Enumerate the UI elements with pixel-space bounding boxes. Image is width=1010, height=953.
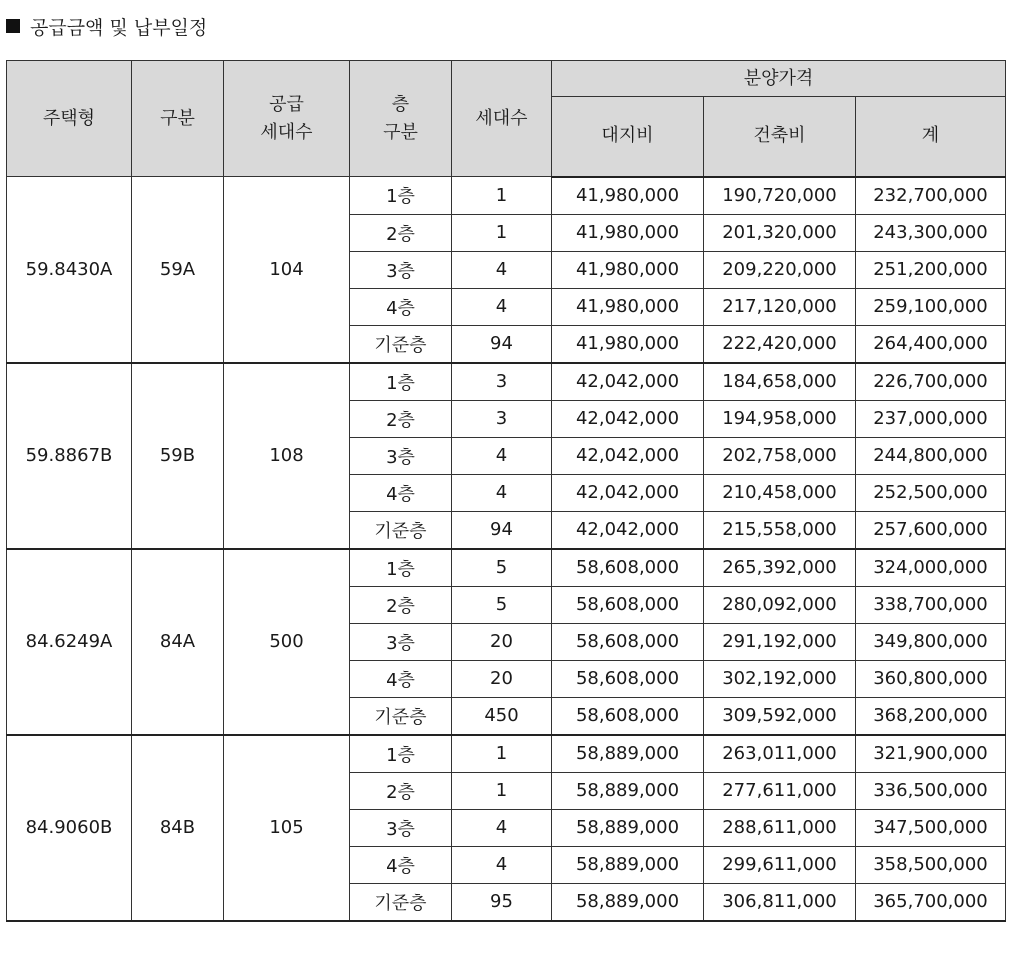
cell-total: 368,200,000 — [856, 697, 1006, 735]
cell-households: 20 — [452, 623, 552, 660]
cell-supply-units: 108 — [224, 363, 350, 549]
cell-land-cost: 41,980,000 — [552, 214, 704, 251]
header-total: 계 — [856, 97, 1006, 177]
cell-total: 336,500,000 — [856, 772, 1006, 809]
cell-building-cost: 265,392,000 — [704, 549, 856, 587]
cell-category: 84A — [132, 549, 224, 735]
table-row — [7, 735, 1006, 773]
cell-floor: 기준층 — [350, 511, 452, 549]
cell-floor: 3층 — [350, 437, 452, 474]
cell-category: 59B — [132, 363, 224, 549]
cell-floor: 기준층 — [350, 325, 452, 363]
cell-households: 1 — [452, 735, 552, 773]
cell-building-cost: 210,458,000 — [704, 474, 856, 511]
cell-land-cost: 58,608,000 — [552, 586, 704, 623]
cell-households: 4 — [452, 251, 552, 288]
cell-floor: 3층 — [350, 251, 452, 288]
cell-building-cost: 309,592,000 — [704, 697, 856, 735]
cell-total: 324,000,000 — [856, 549, 1006, 587]
cell-floor: 1층 — [350, 735, 452, 773]
cell-building-cost: 263,011,000 — [704, 735, 856, 773]
header-supply-units — [224, 61, 350, 177]
cell-building-cost: 299,611,000 — [704, 846, 856, 883]
cell-total: 237,000,000 — [856, 400, 1006, 437]
cell-total: 251,200,000 — [856, 251, 1006, 288]
cell-land-cost: 42,042,000 — [552, 437, 704, 474]
header-building-cost: 건축비 — [704, 97, 856, 177]
cell-total: 347,500,000 — [856, 809, 1006, 846]
cell-households: 94 — [452, 511, 552, 549]
cell-households: 20 — [452, 660, 552, 697]
cell-building-cost: 291,192,000 — [704, 623, 856, 660]
cell-land-cost: 41,980,000 — [552, 325, 704, 363]
table-row — [7, 549, 1006, 587]
cell-building-cost: 184,658,000 — [704, 363, 856, 401]
cell-building-cost: 202,758,000 — [704, 437, 856, 474]
cell-land-cost: 58,889,000 — [552, 846, 704, 883]
cell-building-cost: 190,720,000 — [704, 177, 856, 215]
cell-floor: 4층 — [350, 288, 452, 325]
cell-floor: 1층 — [350, 363, 452, 401]
section-title-text: 공급금액 및 납부일정 — [30, 16, 208, 39]
cell-land-cost: 41,980,000 — [552, 177, 704, 215]
section-title — [6, 12, 207, 40]
table-row — [7, 363, 1006, 401]
cell-households: 94 — [452, 325, 552, 363]
cell-category: 59A — [132, 177, 224, 363]
cell-building-cost: 217,120,000 — [704, 288, 856, 325]
cell-housing-type: 59.8430A — [7, 177, 132, 363]
header-category: 구분 — [132, 61, 224, 177]
cell-total: 349,800,000 — [856, 623, 1006, 660]
cell-total: 226,700,000 — [856, 363, 1006, 401]
cell-total: 360,800,000 — [856, 660, 1006, 697]
header-land-cost: 대지비 — [552, 97, 704, 177]
cell-land-cost: 42,042,000 — [552, 363, 704, 401]
cell-households: 5 — [452, 549, 552, 587]
cell-housing-type: 84.6249A — [7, 549, 132, 735]
cell-building-cost: 215,558,000 — [704, 511, 856, 549]
cell-land-cost: 41,980,000 — [552, 251, 704, 288]
cell-households: 5 — [452, 586, 552, 623]
cell-land-cost: 58,889,000 — [552, 883, 704, 921]
cell-land-cost: 58,608,000 — [552, 697, 704, 735]
cell-floor: 3층 — [350, 809, 452, 846]
cell-housing-type: 84.9060B — [7, 735, 132, 921]
cell-total: 244,800,000 — [856, 437, 1006, 474]
cell-supply-units: 104 — [224, 177, 350, 363]
header-floor — [350, 61, 452, 177]
table-row — [7, 177, 1006, 215]
cell-households: 3 — [452, 363, 552, 401]
cell-floor: 기준층 — [350, 883, 452, 921]
cell-building-cost: 194,958,000 — [704, 400, 856, 437]
header-housing-type: 주택형 — [7, 61, 132, 177]
cell-floor: 2층 — [350, 586, 452, 623]
cell-building-cost: 280,092,000 — [704, 586, 856, 623]
supply-price-table — [6, 60, 1006, 922]
cell-total: 321,900,000 — [856, 735, 1006, 773]
cell-total: 264,400,000 — [856, 325, 1006, 363]
cell-land-cost: 42,042,000 — [552, 511, 704, 549]
cell-housing-type: 59.8867B — [7, 363, 132, 549]
cell-total: 243,300,000 — [856, 214, 1006, 251]
header-supply-units-line2: 세대수 — [260, 121, 313, 143]
header-floor-line1: 층 — [391, 93, 410, 115]
cell-total: 338,700,000 — [856, 586, 1006, 623]
cell-floor: 4층 — [350, 660, 452, 697]
cell-floor: 1층 — [350, 177, 452, 215]
cell-households: 4 — [452, 288, 552, 325]
cell-building-cost: 306,811,000 — [704, 883, 856, 921]
cell-households: 4 — [452, 809, 552, 846]
cell-floor: 1층 — [350, 549, 452, 587]
cell-floor: 기준층 — [350, 697, 452, 735]
cell-households: 95 — [452, 883, 552, 921]
cell-land-cost: 58,889,000 — [552, 772, 704, 809]
cell-total: 252,500,000 — [856, 474, 1006, 511]
cell-land-cost: 58,608,000 — [552, 549, 704, 587]
cell-supply-units: 105 — [224, 735, 350, 921]
cell-building-cost: 222,420,000 — [704, 325, 856, 363]
cell-building-cost: 209,220,000 — [704, 251, 856, 288]
cell-total: 259,100,000 — [856, 288, 1006, 325]
cell-total: 232,700,000 — [856, 177, 1006, 215]
cell-building-cost: 288,611,000 — [704, 809, 856, 846]
cell-total: 365,700,000 — [856, 883, 1006, 921]
cell-households: 1 — [452, 177, 552, 215]
cell-building-cost: 302,192,000 — [704, 660, 856, 697]
cell-total: 358,500,000 — [856, 846, 1006, 883]
cell-category: 84B — [132, 735, 224, 921]
header-floor-line2: 구분 — [383, 121, 418, 143]
square-bullet-icon — [6, 19, 20, 33]
cell-floor: 2층 — [350, 214, 452, 251]
cell-land-cost: 41,980,000 — [552, 288, 704, 325]
cell-floor: 2층 — [350, 400, 452, 437]
cell-floor: 3층 — [350, 623, 452, 660]
cell-floor: 4층 — [350, 846, 452, 883]
cell-land-cost: 58,608,000 — [552, 660, 704, 697]
cell-land-cost: 42,042,000 — [552, 474, 704, 511]
cell-households: 4 — [452, 474, 552, 511]
cell-households: 4 — [452, 437, 552, 474]
cell-households: 450 — [452, 697, 552, 735]
cell-building-cost: 201,320,000 — [704, 214, 856, 251]
cell-floor: 4층 — [350, 474, 452, 511]
cell-households: 4 — [452, 846, 552, 883]
cell-land-cost: 58,608,000 — [552, 623, 704, 660]
header-supply-units-line1: 공급 — [269, 93, 304, 115]
cell-land-cost: 58,889,000 — [552, 735, 704, 773]
header-price-group: 분양가격 — [552, 61, 1006, 97]
cell-building-cost: 277,611,000 — [704, 772, 856, 809]
cell-floor: 2층 — [350, 772, 452, 809]
cell-land-cost: 42,042,000 — [552, 400, 704, 437]
table-body — [7, 177, 1006, 921]
cell-households: 3 — [452, 400, 552, 437]
header-households: 세대수 — [452, 61, 552, 177]
cell-total: 257,600,000 — [856, 511, 1006, 549]
cell-land-cost: 58,889,000 — [552, 809, 704, 846]
cell-supply-units: 500 — [224, 549, 350, 735]
cell-households: 1 — [452, 214, 552, 251]
cell-households: 1 — [452, 772, 552, 809]
